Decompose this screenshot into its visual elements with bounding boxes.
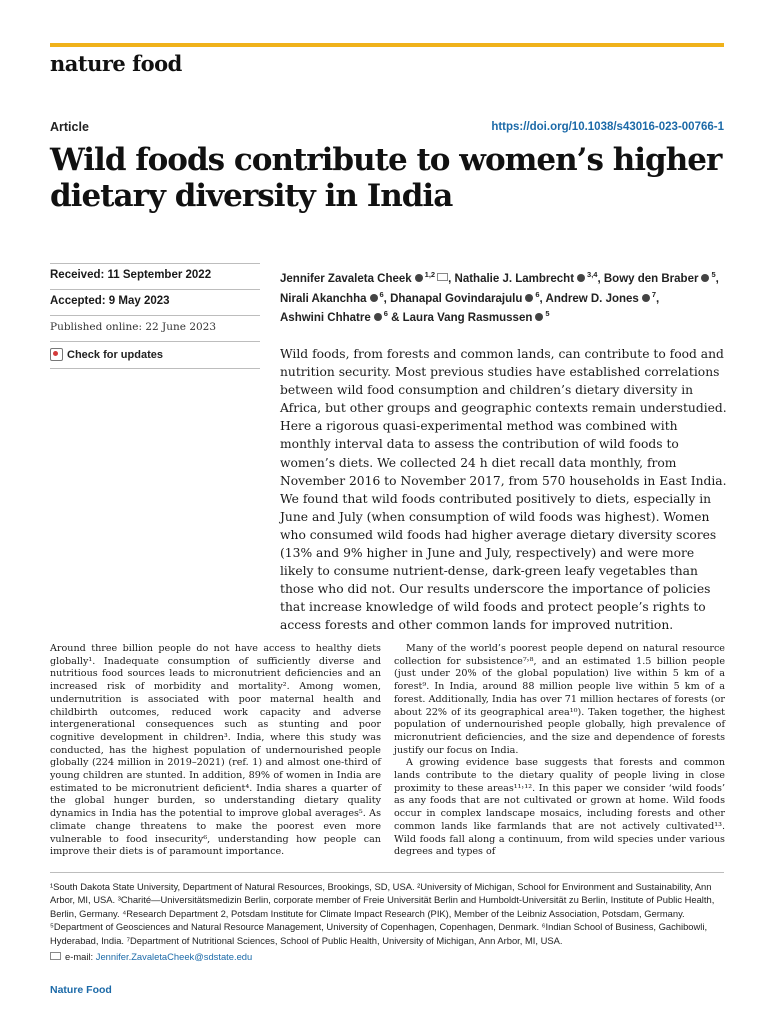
check-updates-label: Check for updates [67, 348, 163, 361]
author[interactable]: Bowy den Braber $^5$, [603, 270, 719, 285]
orcid-icon[interactable] [701, 274, 709, 282]
check-updates-button[interactable] [50, 341, 260, 369]
author[interactable]: Ashwini Chhatre $^6$ & [280, 309, 400, 325]
orcid-icon[interactable] [525, 294, 533, 302]
article-dates [50, 263, 260, 369]
body-paragraph: Around three billion people do not have access to healthy diets globally¹. Inadequate consumption of sufficiently diverse and nutritious food sources leads to micronutrient deficiencies and an increased risk of morbidity and mortality². Among women, undernutrition is associated with poor maternal health and childbirth outcomes, reduced work capacity and adverse intergenerational consequences such as stunting and poor cognitive development in children³. India, where this study was conducted, has the highest population of undernourished people globally (224 million in 2019–2021) (ref. 1) and almost one-third of young children are stunted. In addition, 89% of women in India are estimated to be micronutrient deficient⁴. India shares a quarter of the global hunger burden, so understanding dietary quality dynamics in India has the potential to improve global averages⁵. As climate change threatens to make the poorest even more vulnerable to food insecurity⁶, understanding how people can improve their diets is of paramount importance. [50, 643, 381, 858]
journal-name: nature food [50, 51, 182, 76]
orcid-icon[interactable] [642, 294, 650, 302]
author[interactable]: Nirali Akanchha $^6$, [280, 289, 387, 305]
body-paragraph: A growing evidence base suggests that forests and common lands contribute to the dietary quality of people living in close proximity to these areas¹¹˒¹². In this paper we consider ‘wild foods’ as any foods that are not cultivated or grown at home. Wild foods occur in complex landscape mosaics, including forests and other common lands like farmlands that are not actively cultivated¹³. Wild foods fall along a continuum, from wild species under various degrees and types of [394, 757, 725, 858]
article-title: Wild foods contribute to women’s higher dietary diversity in India [50, 142, 722, 214]
orcid-icon[interactable] [535, 313, 543, 321]
footnote-divider [50, 872, 724, 873]
email-icon [50, 952, 61, 960]
email-link[interactable]: Jennifer.ZavaletaCheek@sdstate.edu [95, 951, 253, 962]
affiliations: ¹South Dakota State University, Department of Natural Resources, Brookings, SD, USA. ²University of Michigan, School for Environment and Sustainability, Ann Arbor, MI, USA. ³Charité—Universitätsmedizin Berlin, corporate member of Freie Universität Berlin and Humboldt-Universität zu Berlin, Institute of Public Health, Berlin, Germany. ⁴Research Department 2, Potsdam Institute for Climate Impact Research (PIK), Member of the Leibniz Association, Potsdam, Germany. ⁵Department of Geosciences and Natural Resource Management, University of Copenhagen, Copenhagen, Denmark. ⁶Indian School of Business, Gachibowli, Hyderabad, India. ⁷Department of Nutritional Sciences, School of Public Health, University of Michigan, Ann Arbor, MI, USA. [50, 881, 715, 946]
published-date: Published online: 22 June 2023 [50, 315, 260, 341]
orcid-icon[interactable] [415, 274, 423, 282]
abstract: Wild foods, from forests and common lands, can contribute to food and nutrition security. Most previous studies have established correlations between wild food consumption and children’s dietary diversity in Africa, but other groups and geographic contexts remain understudied. Here a rigorous quasi-experimental method was combined with monthly interval data to assess the contribution of wild foods to women’s diets. We collected 24 h diet recall data monthly, from November 2016 to November 2017, from 570 households in East India. We found that wild foods contributed positively to diets, especially in June and July (when consumption of wild foods was highest). Women who consumed wild foods had higher average dietary diversity scores (13% and 9% higher in June and July, respectively) and were more likely to consume nutrient-dense, dark-green leafy vegetables than those who did not. Our results underscore the importance of policies that increase knowledge of wild foods and protect people’s rights to access forests and other common lands for improved nutrition. [280, 347, 727, 633]
author[interactable]: Dhanapal Govindarajulu $^6$, [390, 289, 543, 305]
journal-accent-bar [50, 43, 724, 47]
accepted-date: Accepted: 9 May 2023 [50, 289, 260, 315]
mail-icon[interactable] [437, 273, 448, 281]
email-label: e-mail: [65, 951, 94, 962]
author[interactable]: Jennifer Zavaleta Cheek $^{1,2}$ , [280, 270, 452, 285]
check-updates-icon [50, 348, 63, 361]
orcid-icon[interactable] [374, 313, 382, 321]
corresponding-email [50, 951, 252, 962]
doi-link[interactable]: https://doi.org/10.1038/s43016-023-00766-1 [491, 121, 724, 133]
footer-journal-name[interactable]: Nature Food [50, 984, 112, 996]
received-date: Received: 11 September 2022 [50, 263, 260, 289]
body-column-2 [394, 643, 725, 859]
orcid-icon[interactable] [370, 294, 378, 302]
author[interactable]: Laura Vang Rasmussen $^5$ [402, 309, 550, 325]
orcid-icon[interactable] [577, 274, 585, 282]
author[interactable]: Nathalie J. Lambrecht $^{3,4}$, [454, 270, 601, 285]
author-list [280, 267, 725, 326]
author[interactable]: Andrew D. Jones $^7$, [545, 289, 660, 305]
body-column-1 [50, 643, 381, 859]
body-paragraph: Many of the world’s poorest people depend on natural resource collection for subsistence⁷˒⁸, and an estimated 1.5 billion people (just under 20% of the global population) live within 5 km of a forest⁹. In India, around 88 million people live within 5 km of a forest. Additionally, India has over 71 million hectares of forests (or about 22% of its geographical area¹⁰). Taken together, the highest population of undernourished people globally, high prevalence of micronutrient deficiencies, and the size and dependence of forests justify our focus on India. [394, 643, 725, 756]
article-type: Article [50, 120, 89, 134]
